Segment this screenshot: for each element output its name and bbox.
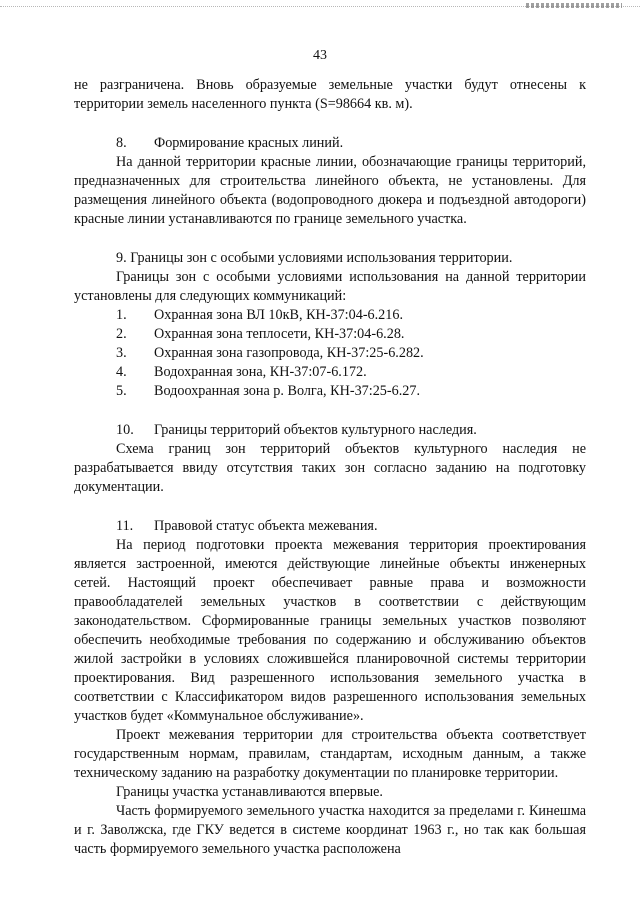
paragraph-continuation: не разграничена. Вновь образуемые земельные участки будут отнесены к территории земель населенного пункта (S=98664 кв. м).: [74, 77, 586, 112]
section-10-heading: [74, 421, 586, 440]
scan-artifact-mark: [526, 3, 622, 8]
list-item: [74, 363, 586, 382]
page-number: 43: [313, 48, 327, 63]
list-item-number: 4.: [116, 364, 127, 380]
list-item-text: Охранная зона ВЛ 10кВ, КН-37:04-6.216.: [154, 307, 404, 323]
section-8-number: 8.: [116, 135, 127, 151]
list-item-number: 3.: [116, 345, 127, 361]
section-10-title: Границы территорий объектов культурного наследия.: [154, 422, 477, 438]
list-item-number: 2.: [116, 326, 127, 342]
section-11-text-a: На период подготовки проекта межевания территория проектирования является застроенной, имеются действующие линейные объекты инженерных сетей. Настоящий проект обеспечивает равные права и возможности правообладателей земельных участков в соответствии с действующим законодательством. Сформированные границы земельных участков позволяют обеспечить необходимые требования по содержанию и обслуживанию объектов жилой застройки в условиях сложившейся планировочной системы территории проектирования. Вид разрешенного использования земельного участка в соответствии с Классификатором видов разрешенного использования земельных участков будет «Коммунальное обслуживание».: [74, 537, 586, 724]
section-9-heading: 9. Границы зон с особыми условиями использования территории.: [116, 250, 513, 266]
section-8-title: Формирование красных линий.: [154, 135, 344, 151]
document-body: [74, 76, 586, 859]
list-item: [74, 382, 586, 401]
section-8-heading: [74, 134, 586, 153]
list-item-text: Охранная зона газопровода, КН-37:25-6.282.: [154, 345, 424, 361]
section-11-text-c: Границы участка устанавливаются впервые.: [116, 784, 383, 800]
list-item: [74, 325, 586, 344]
section-11-text-b: Проект межевания территории для строительства объекта соответствует государственным нормам, правилам, стандартам, исходным данным, а также техническому заданию на разработку документации по планировке территории.: [74, 727, 586, 781]
section-9-text: Границы зон с особыми условиями использования на данной территории установлены для следующих коммуникаций:: [74, 269, 586, 304]
section-11-number: 11.: [116, 518, 134, 534]
section-10-text: Схема границ зон территорий объектов культурного наследия не разрабатывается ввиду отсутствия таких зон согласно заданию на подготовку документации.: [74, 441, 586, 495]
list-item-number: 1.: [116, 307, 127, 323]
section-11-title: Правовой статус объекта межевания.: [154, 518, 378, 534]
section-11-heading: [74, 517, 586, 536]
section-11-text-d: Часть формируемого земельного участка находится за пределами г. Кинешма и г. Заволжска, где ГКУ ведется в системе координат 1963 г., но так как большая часть формируемого земельного участка расположена: [74, 803, 586, 857]
zones-list: [74, 306, 586, 401]
section-10-number: 10.: [116, 422, 134, 438]
list-item: [74, 344, 586, 363]
list-item-number: 5.: [116, 383, 127, 399]
list-item-text: Водоохранная зона р. Волга, КН-37:25-6.27.: [154, 383, 420, 399]
section-8-text: На данной территории красные линии, обозначающие границы территорий, предназначенных для строительства линейного объекта, не установлены. Для размещения линейного объекта (водопроводного дюкера и подъездной автодороги) красные линии устанавливаются по границе земельного участка.: [74, 154, 586, 227]
list-item: [74, 306, 586, 325]
list-item-text: Охранная зона теплосети, КН-37:04-6.28.: [154, 326, 405, 342]
list-item-text: Водохранная зона, КН-37:07-6.172.: [154, 364, 367, 380]
